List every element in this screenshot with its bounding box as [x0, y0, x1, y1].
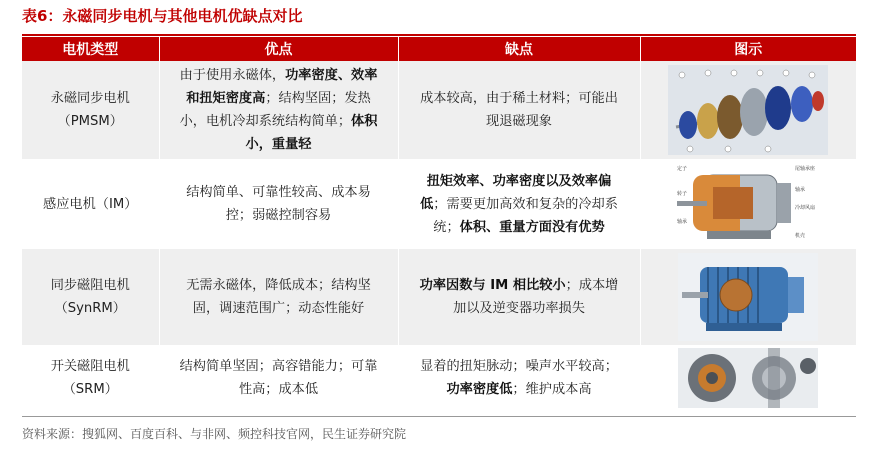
text-segment: 加以及逆变器功率损失: [453, 301, 585, 316]
text-segment: ；成本增: [565, 278, 619, 293]
text-segment: 现退磁现象: [486, 114, 552, 129]
pros-line: [168, 355, 390, 378]
text-segment: 显着的扭矩脉动；噪声水平较高；: [420, 358, 618, 374]
text-segment: 性高；成本低: [238, 381, 319, 397]
illustration-cell: [640, 61, 856, 159]
motor-type-cell: [22, 249, 159, 345]
pros-cell: [159, 249, 398, 345]
illustration-cell: [640, 249, 856, 345]
cons-cell: [398, 345, 640, 410]
bold-text: 体积: [351, 114, 378, 129]
illustration-cell: [640, 159, 856, 249]
motor-type-line: （SRM）: [62, 381, 118, 397]
cons-line: [407, 274, 632, 297]
motor-type-line: 同步磁阻电机: [50, 278, 130, 293]
cons-line: [407, 378, 632, 401]
pros-cell: [159, 345, 398, 410]
image-label: 轴承: [677, 219, 688, 225]
motor-type-cell: [22, 159, 159, 249]
motor-type-cell: [22, 345, 159, 410]
table-row: [22, 345, 856, 410]
text-segment: 结构简单坚固；高容错能力；可靠: [179, 358, 378, 374]
header-pros: 优点: [159, 37, 398, 61]
table-bottom-rule: [22, 416, 856, 417]
bold-text: 体积、重量方面没有优势: [459, 219, 605, 235]
bold-text: 扭矩效率、功率密度以及效率偏: [426, 173, 612, 189]
motor-type-line: （PMSM）: [57, 114, 123, 129]
cons-line: [407, 170, 632, 193]
cons-line: [407, 216, 632, 239]
pros-cell: [159, 61, 398, 159]
pros-line: [168, 274, 390, 297]
pros-line: [168, 64, 390, 87]
pros-line: [168, 378, 390, 401]
pros-line: [168, 204, 390, 227]
comparison-table: [22, 37, 856, 410]
illustration-cell: [640, 345, 856, 410]
image-label: 冷却风扇: [795, 205, 816, 211]
text-segment: ；维护成本高: [512, 381, 592, 397]
source-note: 资料来源：搜狐网、百度百科、与非网、频控科技官网，民生证券研究院: [22, 427, 407, 441]
header-motor-type: 电机类型: [22, 37, 159, 61]
bold-text: 功率密度、效率: [285, 68, 378, 83]
table-header-row: [22, 37, 856, 61]
image-label: 定子: [677, 166, 688, 172]
induction-motor-cutaway-image: [673, 161, 823, 247]
pros-line: [168, 133, 390, 156]
table-row: [22, 159, 856, 249]
pros-line: [168, 110, 390, 133]
text-segment: 固，调速范围广；动态性能好: [192, 301, 365, 316]
title-divider: [22, 34, 856, 36]
synrm-cutaway-image: [678, 253, 818, 341]
cons-line: [407, 193, 632, 216]
pmsm-exploded-view-image: [668, 65, 828, 155]
text-segment: ；需要更加高效和复杂的冷却系: [433, 196, 618, 212]
srm-stator-rotor-image: [678, 348, 818, 408]
text-segment: 成本较高，由于稀土材料；可能出: [420, 91, 618, 106]
cons-line: [407, 297, 632, 320]
image-label: 尾轴承座: [795, 166, 816, 172]
table-title: 表6：永磁同步电机与其他电机优缺点对比: [22, 7, 303, 25]
text-segment: 由于使用永磁体，: [179, 68, 286, 83]
cons-cell: [398, 159, 640, 249]
cons-line: [407, 355, 632, 378]
bold-text: 小，重量轻: [245, 137, 312, 152]
table-row: [22, 61, 856, 159]
cons-line: [407, 110, 632, 133]
text-segment: 无需永磁体，降低成本；结构坚: [186, 278, 371, 293]
header-cons: 缺点: [398, 37, 640, 61]
text-segment: 小，电机冷却系统结构简单；: [179, 114, 352, 129]
text-segment: 结构简单、可靠性较高、成本易: [186, 185, 371, 200]
bold-text: 和扭矩密度高: [186, 91, 266, 106]
motor-type-line: 永磁同步电机: [50, 91, 130, 106]
pros-line: [168, 181, 390, 204]
motor-type-line: 开关磁阻电机: [50, 358, 130, 374]
pros-line: [168, 297, 390, 320]
cons-line: [407, 87, 632, 110]
header-illustration: 图示: [640, 37, 856, 61]
motor-type-line: （SynRM）: [54, 301, 126, 316]
motor-type-line: 感应电机（IM）: [43, 196, 138, 212]
bold-text: 功率因数与 IM 相比较小: [419, 278, 566, 293]
text-segment: 控；弱磁控制容易: [225, 208, 332, 223]
motor-type-cell: [22, 61, 159, 159]
bold-text: 功率密度低: [446, 381, 513, 397]
cons-cell: [398, 249, 640, 345]
image-label: 轴承: [795, 187, 806, 193]
pros-line: [168, 87, 390, 110]
table-row: [22, 249, 856, 345]
text-segment: 统；: [433, 219, 460, 235]
cons-cell: [398, 61, 640, 159]
image-label: 机壳: [795, 233, 806, 239]
image-label: 转子: [677, 191, 688, 197]
text-segment: ；结构坚固；发热: [265, 91, 371, 106]
pros-cell: [159, 159, 398, 249]
bold-text: 低: [420, 196, 434, 212]
